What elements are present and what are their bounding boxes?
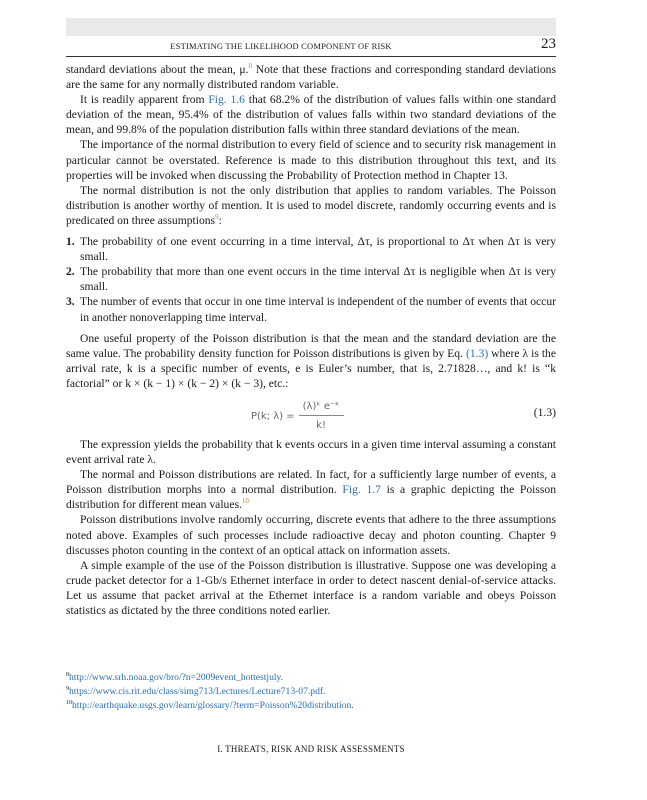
paragraph: The importance of the normal distribution to every field of science and to security risk management in particular cannot be overstated. Reference is made to this distribution throughout this text, and its properties will be invoked when discussing the Probability of Protection method in Chapter 13. (66, 138, 556, 182)
equation-body (251, 399, 344, 433)
footnote-url[interactable]: https://www.cis.rit.edu/class/simg713/Lectures/Lecture713-07.pdf. (69, 685, 326, 697)
equation-fraction (299, 399, 344, 433)
footnote-ref-9[interactable]: 9 (215, 213, 219, 222)
footnote: $^{10}$http://earthquake.usgs.gov/learn/glossary/?term=Poisson%20distribution. (66, 699, 354, 711)
equation-lhs: P(k; λ) = (251, 410, 295, 422)
equation-1-3 (66, 395, 556, 435)
body-text (66, 62, 556, 618)
running-title: ESTIMATING THE LIKELIHOOD COMPONENT OF RISK (170, 41, 392, 51)
paragraph: standard deviations about the mean, μ.$^8$ Note that these fractions and corresponding standard deviations are the same for any normally distributed random variable. (66, 62, 556, 92)
paragraph: The normal and Poisson distributions are related. In fact, for a sufficiently large number of events, a Poisson distribution morphs into a normal distribution. Fig. 1.7 is a graphic depicting the Poisson distribution for different mean values.$^{10}$ (66, 468, 556, 512)
paragraph: It is readily apparent from Fig. 1.6 that 68.2% of the distribution of values falls within one standard deviation of the mean, 95.4% of the distribution of values falls within two standard deviations of the mean, and 99.8% of the population distribution falls within three standard deviations of the mean. (66, 93, 556, 137)
assumptions-list (66, 234, 556, 325)
list-item: 3. The number of events that occur in one time interval is independent of the number of events that occur in another nonoverlapping time interval. (66, 295, 556, 324)
paragraph: One useful property of the Poisson distribution is that the mean and the standard deviation are the same value. The probability density function for Poisson distributions is given by Eq. (1.3) where λ is the arrival rate, k is a specific number of events, e is Euler’s number, that is, 2.71828…, and k! is “k factorial” or k × (k − 1) × (k − 2) × (k − 3), etc.: (66, 331, 556, 390)
footnote-url[interactable]: http://earthquake.usgs.gov/learn/glossary/?term=Poisson%20distribution. (72, 699, 354, 711)
footnote-ref-8[interactable]: 8 (248, 62, 253, 71)
paragraph: The expression yields the probability that k events occurs in a given time interval assuming a constant event arrival rate λ. (66, 437, 556, 467)
paragraph: The normal distribution is not the only distribution that applies to random variables. The Poisson distribution is another worthy of mention. It is used to model discrete, randomly occurring events and is predicated on three assumptions$^9$: (66, 183, 556, 227)
equation-numerator: (λ)ᵏ e⁻ᵏ (299, 399, 344, 416)
footnote-ref-10[interactable]: 10 (241, 497, 249, 506)
header-rule (66, 56, 556, 57)
equation-denominator: k! (316, 420, 326, 432)
figure-link-1-6[interactable]: Fig. 1.6 (208, 93, 245, 107)
paragraph: A simple example of the use of the Poisson distribution is illustrative. Suppose one was developing a crude packet detector for a 1-Gb/s Ethernet interface in order to detect nascent denial-of-service attacks. Let us assume that packet arrival at the Ethernet interface is a random variable and obeys Poisson statistics as dictated by the three conditions noted earlier. (66, 558, 556, 617)
header-bar (66, 18, 556, 36)
page-number: 23 (541, 36, 556, 52)
list-item: 1. The probability of one event occurring in a time interval, Δτ, is proportional to Δτ when Δτ is very small. (66, 235, 556, 264)
footnotes (66, 671, 556, 712)
footnote-url[interactable]: http://www.srh.noaa.gov/bro/?n=2009event_hottestjuly. (69, 672, 284, 683)
paragraph: Poisson distributions involve randomly occurring, discrete events that adhere to the three assumptions noted above. Examples of such processes include radioactive decay and photon counting. Chapter 9 discusses photon counting in the context of an optical attack on information assets. (66, 513, 556, 557)
page-footer: I. THREATS, RISK AND RISK ASSESSMENTS (217, 744, 405, 754)
figure-link-1-7[interactable]: Fig. 1.7 (342, 483, 381, 497)
equation-label: (1.3) (533, 405, 556, 419)
list-item: 2. The probability that more than one event occurs in the time interval Δτ is negligible when Δτ is very small. (66, 265, 556, 294)
equation-link-1-3[interactable]: (1.3) (465, 346, 489, 360)
footnote: $^9$https://www.cis.rit.edu/class/simg713/Lectures/Lecture713-07.pdf. (66, 685, 326, 697)
running-head (66, 38, 556, 54)
footnote: $^8$http://www.srh.noaa.gov/bro/?n=2009event_hottestjuly. (66, 671, 284, 683)
